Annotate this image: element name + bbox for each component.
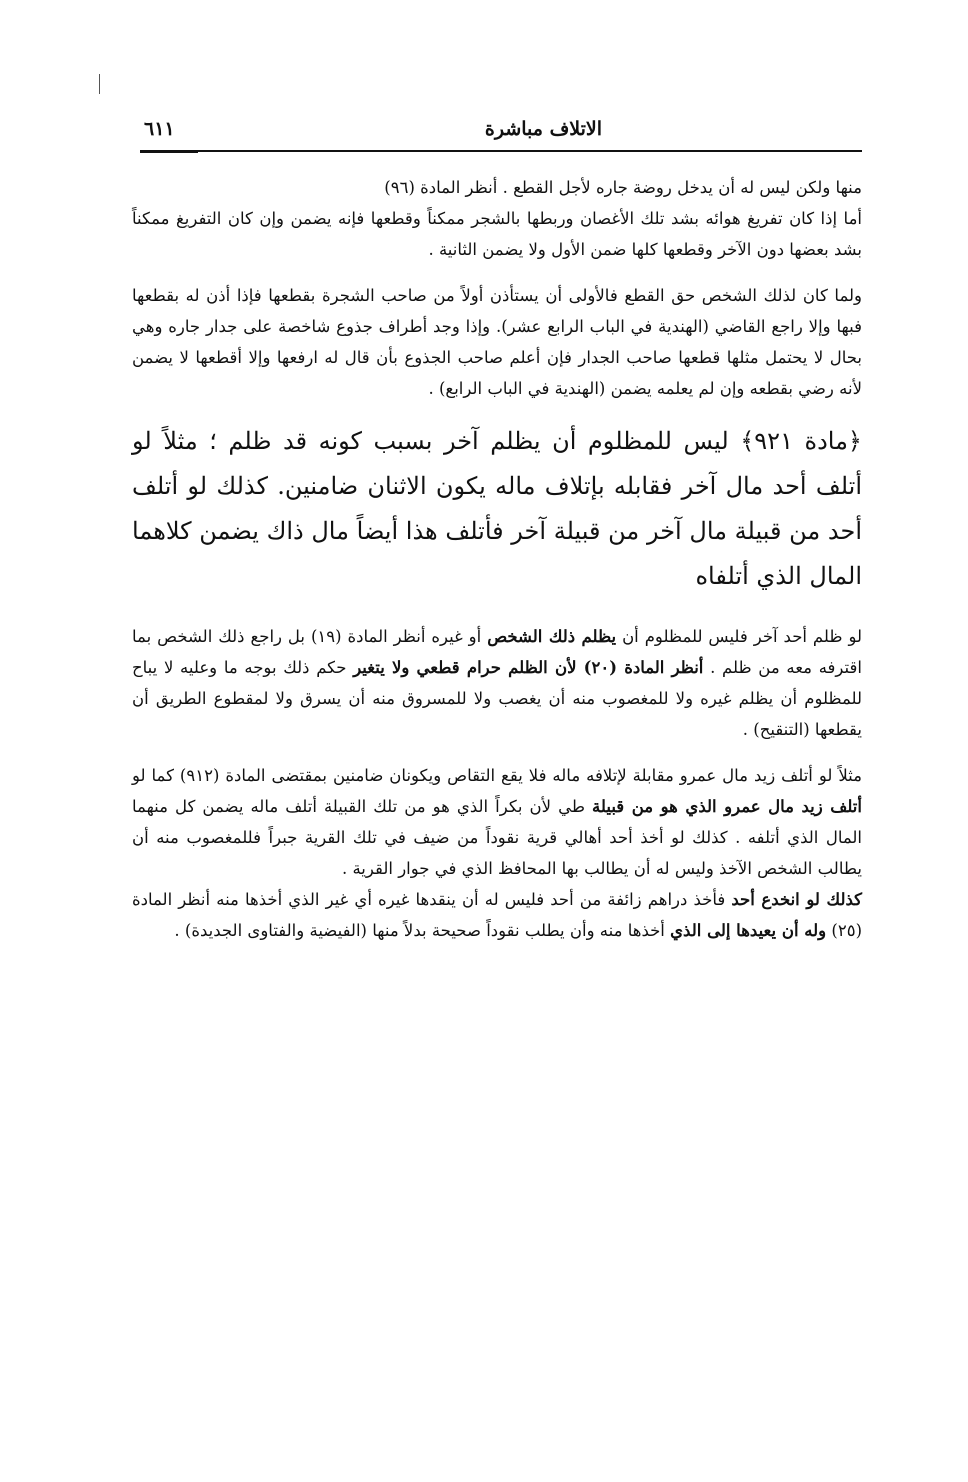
bold-run: يظلم ذلك الشخص [487,627,617,646]
running-header [140,116,862,152]
header-title: الاتلاف مباشرة [484,118,602,140]
paragraph [132,621,862,745]
article-body: ليس للمظلوم أن يظلم آخر بسبب كونه قد ظلم ؛ مثلاً لو أتلف أحد مال آخر فقابله بإتلاف ماله يكون الاثنان ضامنين. كذلك لو أتلف أحد من قبيلة مال آخر من قبيلة آخر فأتلف هذا أيضاً مال ذاك يضمن كلاهما المال الذي أتلفاه [132,427,862,590]
bold-run: أتلف زيد مال عمرو الذي هو من قبيلة [592,797,862,816]
commentary-block-4 [132,760,862,946]
paragraph: أما إذا كان تفريغ هوائه بشد تلك الأغصان وربطها بالشجر ممكناً وقطعها فإنه يضمن وإن كان التفريغ ممكناً بشد بعضها دون الآخر وقطعها كلها ضمن الأول ولا يضمن الثانية . [132,209,862,259]
article-label: ﴿مادة ٩٢١﴾ [740,427,862,455]
text-run: لو ظلم أحد آخر فليس للمظلوم أن [616,627,863,646]
commentary-block-3 [132,621,862,745]
margin-mark [99,74,100,94]
bold-run: أنظر المادة (٢٠) لأن الظلم حرام قطعي ولا يتغير [353,658,704,677]
commentary-block-1 [132,172,862,265]
text-run: أخذها منه وأن يطلب نقوداً صحيحة بدلاً منها (الفيضية والفتاوى الجديدة) . [174,921,671,940]
article-921 [132,419,862,599]
text-run: مثلاً لو أتلف زيد مال عمرو مقابلة لإتلافه ماله فلا يقع التقاص ويكونان ضامنين بمقتضى المادة (٩١٢) كما لو [132,766,863,785]
paragraph [132,884,862,946]
text-run: فأخذ دراهم زائفة من أحد فليس له أن ينقدها غيره أي غير الذي أخذها منه أنظر المادة (٢٥) [132,890,862,940]
page-body [132,172,862,946]
page-number: ٦١١ [144,118,175,140]
paragraph: منها ولكن ليس له أن يدخل روضة جاره لأجل القطع . أنظر المادة (٩٦) [384,178,862,197]
text-run: حكم ذلك بوجه ما وعليه لا يباح للمظلوم أن يظلم غيره ولا للمغصوب منه أن يغصب ولا للمسروق منه أن يسرق ولا لمقطوع الطريق أن يقطعها (التنقيح) . [132,658,862,739]
article-text [132,419,862,599]
bold-run: وله أن يعيدها إلى الذي [670,921,827,940]
paragraph: ولما كان لذلك الشخص حق القطع فالأولى أن يستأذن أولاً من صاحب الشجرة بقطعها فإذا أذن له بقطعها فبها وإلا راجع القاضي (الهندية في الباب الرابع عشر). وإذا وجد أطراف جذوع شاخصة على جدار جاره وهي بحال لا يحتمل مثلها قطعها صاحب الجدار فإن أعلم صاحب الجذوع بأن قال له ارفعها وإلا أقطعها لا يضمن لأنه رضي بقطعه وإن لم يعلمه يضمن (الهندية في الباب الرابع) . [132,286,862,398]
commentary-block-2 [132,280,862,404]
page-number-rule [140,150,198,153]
paragraph [132,760,862,884]
text-run: طي لأن بكراً الذي هو من تلك القبيلة أتلف ماله يضمن كل منهما المال الذي أتلفه . كذلك لو أخذ أحد أهالي قرية نقوداً من ضيف في تلك القرية جبراً فللمغصوب منه أن يطالب الشخص الآخذ وليس له أن يطالب بها المحافظ الذي في جوار القرية . [132,797,862,878]
bold-run: كذلك لو انخدع أحد [731,890,863,909]
text-run: أو غيره أنظر المادة (١٩) بل راجع ذلك الشخص بما اقترفه معه من ظلم . [132,627,862,677]
